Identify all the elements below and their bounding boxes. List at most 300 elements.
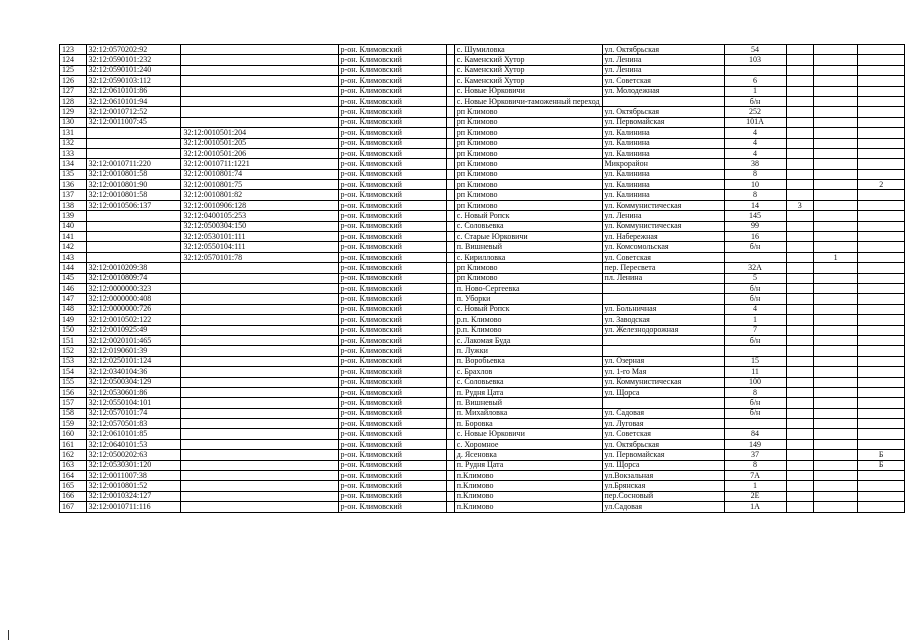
extra-2-cell <box>813 315 858 325</box>
street-cell: ул. Коммунистическая <box>602 200 724 210</box>
page-edge-mark <box>8 630 9 640</box>
marker-cell <box>447 76 455 86</box>
row-number-cell: 160 <box>60 429 87 439</box>
extra-3-cell <box>858 408 905 418</box>
row-number-cell: 130 <box>60 117 87 127</box>
extra-1-cell <box>786 148 813 158</box>
marker-cell <box>447 325 455 335</box>
row-number-cell: 134 <box>60 159 87 169</box>
table-row <box>60 221 905 231</box>
extra-3-cell <box>858 190 905 200</box>
street-cell: ул. Щорса <box>602 387 724 397</box>
district-cell: р-он. Климовский <box>338 356 447 366</box>
street-cell <box>602 96 724 106</box>
table-row <box>60 450 905 460</box>
settlement-cell: п. Вишневый <box>454 398 602 408</box>
cadastral-number-cell: 32:12:0590101:240 <box>86 65 181 75</box>
house-number-cell: 54 <box>724 45 786 55</box>
table-row <box>60 283 905 293</box>
table-row <box>60 502 905 512</box>
extra-3-cell <box>858 429 905 439</box>
extra-3-cell <box>858 107 905 117</box>
house-number-cell: б/н <box>724 294 786 304</box>
row-number-cell: 127 <box>60 86 87 96</box>
extra-2-cell <box>813 55 858 65</box>
cadastral-number-2-cell <box>181 273 338 283</box>
row-number-cell: 150 <box>60 325 87 335</box>
table-row <box>60 273 905 283</box>
cadastral-number-cell: 32:12:0010801:58 <box>86 169 181 179</box>
settlement-cell: рп Климово <box>454 128 602 138</box>
table-row <box>60 439 905 449</box>
house-number-cell <box>724 346 786 356</box>
row-number-cell: 167 <box>60 502 87 512</box>
marker-cell <box>447 128 455 138</box>
row-number-cell: 140 <box>60 221 87 231</box>
row-number-cell: 164 <box>60 471 87 481</box>
marker-cell <box>447 107 455 117</box>
cadastral-number-2-cell <box>181 335 338 345</box>
house-number-cell: 38 <box>724 159 786 169</box>
marker-cell <box>447 148 455 158</box>
street-cell: ул. Калинина <box>602 190 724 200</box>
extra-1-cell <box>786 325 813 335</box>
district-cell: р-он. Климовский <box>338 263 447 273</box>
settlement-cell: рп Климово <box>454 148 602 158</box>
street-cell <box>602 398 724 408</box>
cadastral-number-cell: 32:12:0340104:36 <box>86 367 181 377</box>
district-cell: р-он. Климовский <box>338 232 447 242</box>
cadastral-number-2-cell <box>181 315 338 325</box>
table-row <box>60 304 905 314</box>
settlement-cell: п. Лужки <box>454 346 602 356</box>
settlement-cell: с. Лакомая Буда <box>454 335 602 345</box>
extra-3-cell <box>858 45 905 55</box>
cadastral-number-2-cell <box>181 481 338 491</box>
street-cell: Микрорайон <box>602 159 724 169</box>
extra-2-cell <box>813 419 858 429</box>
cadastral-number-2-cell <box>181 283 338 293</box>
marker-cell <box>447 304 455 314</box>
cadastral-number-cell: 32:12:0010502:122 <box>86 315 181 325</box>
extra-1-cell <box>786 169 813 179</box>
district-cell: р-он. Климовский <box>338 294 447 304</box>
settlement-cell: с. Каменский Хутор <box>454 76 602 86</box>
cadastral-number-cell: 32:12:0610101:94 <box>86 96 181 106</box>
row-number-cell: 138 <box>60 200 87 210</box>
cadastral-number-2-cell <box>181 367 338 377</box>
row-number-cell: 135 <box>60 169 87 179</box>
extra-3-cell <box>858 502 905 512</box>
district-cell: р-он. Климовский <box>338 325 447 335</box>
settlement-cell: с. Новые Юрковичи-таможенный переход <box>454 96 602 106</box>
row-number-cell: 152 <box>60 346 87 356</box>
settlement-cell: с. Шумиловка <box>454 45 602 55</box>
extra-2-cell <box>813 159 858 169</box>
cadastral-number-2-cell: 32:12:0570101:78 <box>181 252 338 262</box>
extra-3-cell <box>858 148 905 158</box>
settlement-cell: с. Каменский Хутор <box>454 65 602 75</box>
cadastral-number-cell: 32:12:0610101:86 <box>86 86 181 96</box>
extra-1-cell <box>786 471 813 481</box>
extra-3-cell <box>858 138 905 148</box>
marker-cell <box>447 96 455 106</box>
cadastral-number-cell: 32:12:0530601:86 <box>86 387 181 397</box>
cadastral-number-2-cell <box>181 304 338 314</box>
district-cell: р-он. Климовский <box>338 346 447 356</box>
district-cell: р-он. Климовский <box>338 502 447 512</box>
row-number-cell: 157 <box>60 398 87 408</box>
district-cell: р-он. Климовский <box>338 450 447 460</box>
marker-cell <box>447 408 455 418</box>
extra-3-cell <box>858 232 905 242</box>
extra-2-cell <box>813 304 858 314</box>
marker-cell <box>447 419 455 429</box>
house-number-cell: 8 <box>724 387 786 397</box>
marker-cell <box>447 502 455 512</box>
cadastral-number-2-cell <box>181 65 338 75</box>
cadastral-number-cell: 32:12:0570202:92 <box>86 45 181 55</box>
extra-1-cell <box>786 138 813 148</box>
district-cell: р-он. Климовский <box>338 377 447 387</box>
extra-2-cell: 1 <box>813 252 858 262</box>
extra-3-cell <box>858 221 905 231</box>
marker-cell <box>447 211 455 221</box>
street-cell: пл. Ленина <box>602 273 724 283</box>
settlement-cell: с. Новый Ропск <box>454 304 602 314</box>
cadastral-number-2-cell <box>181 346 338 356</box>
settlement-cell: п.Климово <box>454 481 602 491</box>
district-cell: р-он. Климовский <box>338 107 447 117</box>
district-cell: р-он. Климовский <box>338 180 447 190</box>
cadastral-number-2-cell <box>181 471 338 481</box>
settlement-cell: рп Климово <box>454 159 602 169</box>
row-number-cell: 156 <box>60 387 87 397</box>
marker-cell <box>447 273 455 283</box>
extra-1-cell <box>786 294 813 304</box>
cadastral-number-2-cell <box>181 263 338 273</box>
district-cell: р-он. Климовский <box>338 315 447 325</box>
extra-2-cell <box>813 96 858 106</box>
extra-1-cell <box>786 159 813 169</box>
extra-1-cell <box>786 55 813 65</box>
extra-1-cell <box>786 86 813 96</box>
house-number-cell: 7А <box>724 471 786 481</box>
settlement-cell: с. Соловьевка <box>454 377 602 387</box>
street-cell: ул. Ленина <box>602 65 724 75</box>
street-cell: ул. Советская <box>602 429 724 439</box>
settlement-cell: п. Михайловка <box>454 408 602 418</box>
cadastral-number-2-cell <box>181 377 338 387</box>
extra-2-cell <box>813 387 858 397</box>
extra-3-cell <box>858 315 905 325</box>
extra-1-cell <box>786 377 813 387</box>
cadastral-number-2-cell <box>181 419 338 429</box>
settlement-cell: с. Старые Юрковичи <box>454 232 602 242</box>
settlement-cell: рп Климово <box>454 180 602 190</box>
row-number-cell: 143 <box>60 252 87 262</box>
extra-3-cell <box>858 65 905 75</box>
street-cell: пер. Пересвета <box>602 263 724 273</box>
house-number-cell: 4 <box>724 128 786 138</box>
settlement-cell: п. Уборки <box>454 294 602 304</box>
extra-1-cell <box>786 450 813 460</box>
settlement-cell: п.Климово <box>454 502 602 512</box>
marker-cell <box>447 65 455 75</box>
district-cell: р-он. Климовский <box>338 148 447 158</box>
extra-1-cell <box>786 65 813 75</box>
row-number-cell: 142 <box>60 242 87 252</box>
extra-2-cell <box>813 367 858 377</box>
street-cell: ул. Щорса <box>602 460 724 470</box>
district-cell: р-он. Климовский <box>338 367 447 377</box>
marker-cell <box>447 377 455 387</box>
extra-2-cell <box>813 439 858 449</box>
street-cell: ул. Железнодорожная <box>602 325 724 335</box>
house-number-cell: 100 <box>724 377 786 387</box>
street-cell: ул. Калинина <box>602 138 724 148</box>
extra-3-cell: Б <box>858 460 905 470</box>
cadastral-number-cell <box>86 211 181 221</box>
table-row <box>60 117 905 127</box>
house-number-cell: 103 <box>724 55 786 65</box>
extra-2-cell <box>813 356 858 366</box>
street-cell: ул. Октябрьская <box>602 107 724 117</box>
cadastral-number-cell <box>86 221 181 231</box>
row-number-cell: 126 <box>60 76 87 86</box>
extra-3-cell <box>858 398 905 408</box>
settlement-cell: рп Климово <box>454 107 602 117</box>
house-number-cell: 16 <box>724 232 786 242</box>
cadastral-number-2-cell <box>181 45 338 55</box>
house-number-cell: б/н <box>724 242 786 252</box>
settlement-cell: п. Ново-Сергеевка <box>454 283 602 293</box>
extra-2-cell <box>813 273 858 283</box>
marker-cell <box>447 346 455 356</box>
table-row <box>60 429 905 439</box>
street-cell: ул. Ленина <box>602 211 724 221</box>
district-cell: р-он. Климовский <box>338 65 447 75</box>
district-cell: р-он. Климовский <box>338 335 447 345</box>
extra-1-cell <box>786 387 813 397</box>
extra-1-cell <box>786 346 813 356</box>
district-cell: р-он. Климовский <box>338 55 447 65</box>
marker-cell <box>447 439 455 449</box>
street-cell: ул. Озерная <box>602 356 724 366</box>
extra-1-cell <box>786 502 813 512</box>
cadastral-number-2-cell <box>181 76 338 86</box>
extra-1-cell <box>786 180 813 190</box>
settlement-cell: рп Климово <box>454 263 602 273</box>
cadastral-number-2-cell <box>181 86 338 96</box>
extra-2-cell <box>813 263 858 273</box>
extra-2-cell <box>813 128 858 138</box>
row-number-cell: 125 <box>60 65 87 75</box>
house-number-cell: 1 <box>724 86 786 96</box>
settlement-cell: п. Боровка <box>454 419 602 429</box>
cadastral-number-2-cell <box>181 398 338 408</box>
table-row <box>60 107 905 117</box>
street-cell: ул.Садовая <box>602 502 724 512</box>
cadastral-number-2-cell <box>181 439 338 449</box>
extra-1-cell <box>786 408 813 418</box>
extra-2-cell <box>813 502 858 512</box>
table-row <box>60 346 905 356</box>
extra-2-cell <box>813 169 858 179</box>
house-number-cell: 252 <box>724 107 786 117</box>
row-number-cell: 158 <box>60 408 87 418</box>
district-cell: р-он. Климовский <box>338 138 447 148</box>
marker-cell <box>447 356 455 366</box>
table-row <box>60 128 905 138</box>
extra-2-cell <box>813 148 858 158</box>
extra-1-cell <box>786 419 813 429</box>
marker-cell <box>447 263 455 273</box>
row-number-cell: 165 <box>60 481 87 491</box>
table-row <box>60 211 905 221</box>
table-row <box>60 96 905 106</box>
row-number-cell: 155 <box>60 377 87 387</box>
row-number-cell: 124 <box>60 55 87 65</box>
house-number-cell: б/н <box>724 408 786 418</box>
district-cell: р-он. Климовский <box>338 211 447 221</box>
cadastral-number-cell: 32:12:0570101:74 <box>86 408 181 418</box>
house-number-cell: 6 <box>724 76 786 86</box>
extra-1-cell <box>786 398 813 408</box>
marker-cell <box>447 45 455 55</box>
table-row <box>60 76 905 86</box>
settlement-cell: п. Рудня Цата <box>454 460 602 470</box>
street-cell: ул. Советская <box>602 76 724 86</box>
extra-1-cell <box>786 315 813 325</box>
street-cell: ул. Комсомольская <box>602 242 724 252</box>
district-cell: р-он. Климовский <box>338 387 447 397</box>
extra-3-cell <box>858 159 905 169</box>
row-number-cell: 154 <box>60 367 87 377</box>
street-cell: ул. Ленина <box>602 55 724 65</box>
district-cell: р-он. Климовский <box>338 252 447 262</box>
extra-3-cell <box>858 252 905 262</box>
extra-1-cell <box>786 367 813 377</box>
table-row <box>60 169 905 179</box>
table-row <box>60 138 905 148</box>
extra-1-cell <box>786 460 813 470</box>
cadastral-number-2-cell <box>181 55 338 65</box>
marker-cell <box>447 491 455 501</box>
house-number-cell: 1 <box>724 481 786 491</box>
cadastral-number-cell: 32:12:0010711:220 <box>86 159 181 169</box>
row-number-cell: 133 <box>60 148 87 158</box>
house-number-cell: 37 <box>724 450 786 460</box>
street-cell: ул. Советская <box>602 252 724 262</box>
row-number-cell: 162 <box>60 450 87 460</box>
table-row <box>60 491 905 501</box>
extra-2-cell <box>813 377 858 387</box>
extra-1-cell <box>786 242 813 252</box>
cadastral-number-cell: 32:12:0000000:323 <box>86 283 181 293</box>
street-cell: ул. Коммунистическая <box>602 221 724 231</box>
extra-3-cell <box>858 86 905 96</box>
district-cell: р-он. Климовский <box>338 429 447 439</box>
house-number-cell: 101А <box>724 117 786 127</box>
extra-1-cell <box>786 491 813 501</box>
extra-3-cell <box>858 283 905 293</box>
table-row <box>60 356 905 366</box>
extra-2-cell <box>813 450 858 460</box>
extra-2-cell <box>813 117 858 127</box>
marker-cell <box>447 398 455 408</box>
street-cell: ул. Первомайская <box>602 117 724 127</box>
extra-2-cell <box>813 346 858 356</box>
cadastral-number-2-cell: 32:12:0010801:74 <box>181 169 338 179</box>
extra-1-cell <box>786 252 813 262</box>
district-cell: р-он. Климовский <box>338 471 447 481</box>
cadastral-number-cell: 32:12:0570501:83 <box>86 419 181 429</box>
settlement-cell: с. Кирилловка <box>454 252 602 262</box>
row-number-cell: 147 <box>60 294 87 304</box>
cadastral-number-cell: 32:12:0190601:39 <box>86 346 181 356</box>
extra-1-cell <box>786 107 813 117</box>
extra-3-cell <box>858 335 905 345</box>
extra-3-cell <box>858 356 905 366</box>
extra-1-cell <box>786 76 813 86</box>
cadastral-number-2-cell: 32:12:0010906:128 <box>181 200 338 210</box>
table-row <box>60 387 905 397</box>
extra-2-cell <box>813 398 858 408</box>
table-row <box>60 55 905 65</box>
district-cell: р-он. Климовский <box>338 242 447 252</box>
cadastral-number-cell: 32:12:0010801:58 <box>86 190 181 200</box>
cadastral-number-2-cell <box>181 502 338 512</box>
marker-cell <box>447 252 455 262</box>
cadastral-number-cell: 32:12:0590103:112 <box>86 76 181 86</box>
table-row <box>60 377 905 387</box>
settlement-cell: рп Климово <box>454 273 602 283</box>
cadastral-number-2-cell: 32:12:0500304:150 <box>181 221 338 231</box>
extra-1-cell <box>786 232 813 242</box>
marker-cell <box>447 200 455 210</box>
extra-1-cell <box>786 283 813 293</box>
house-number-cell: 5 <box>724 273 786 283</box>
extra-1-cell <box>786 96 813 106</box>
street-cell: ул. 1-го Мая <box>602 367 724 377</box>
settlement-cell: с. Соловьевка <box>454 221 602 231</box>
street-cell <box>602 294 724 304</box>
cadastral-number-cell: 32:12:0550104:101 <box>86 398 181 408</box>
extra-2-cell <box>813 221 858 231</box>
house-number-cell: 1 <box>724 315 786 325</box>
table-row <box>60 481 905 491</box>
street-cell <box>602 346 724 356</box>
cadastral-number-cell: 32:12:0530301:120 <box>86 460 181 470</box>
house-number-cell: 99 <box>724 221 786 231</box>
district-cell: р-он. Климовский <box>338 45 447 55</box>
cadastral-number-cell: 32:12:0010711:116 <box>86 502 181 512</box>
street-cell: ул. Садовая <box>602 408 724 418</box>
house-number-cell <box>724 65 786 75</box>
house-number-cell: 10 <box>724 180 786 190</box>
cadastral-number-cell <box>86 232 181 242</box>
street-cell: ул. Луговая <box>602 419 724 429</box>
marker-cell <box>447 190 455 200</box>
cadastral-number-2-cell <box>181 117 338 127</box>
extra-1-cell <box>786 128 813 138</box>
extra-2-cell <box>813 45 858 55</box>
extra-2-cell <box>813 471 858 481</box>
settlement-cell: рп Климово <box>454 190 602 200</box>
district-cell: р-он. Климовский <box>338 481 447 491</box>
house-number-cell: б/н <box>724 335 786 345</box>
